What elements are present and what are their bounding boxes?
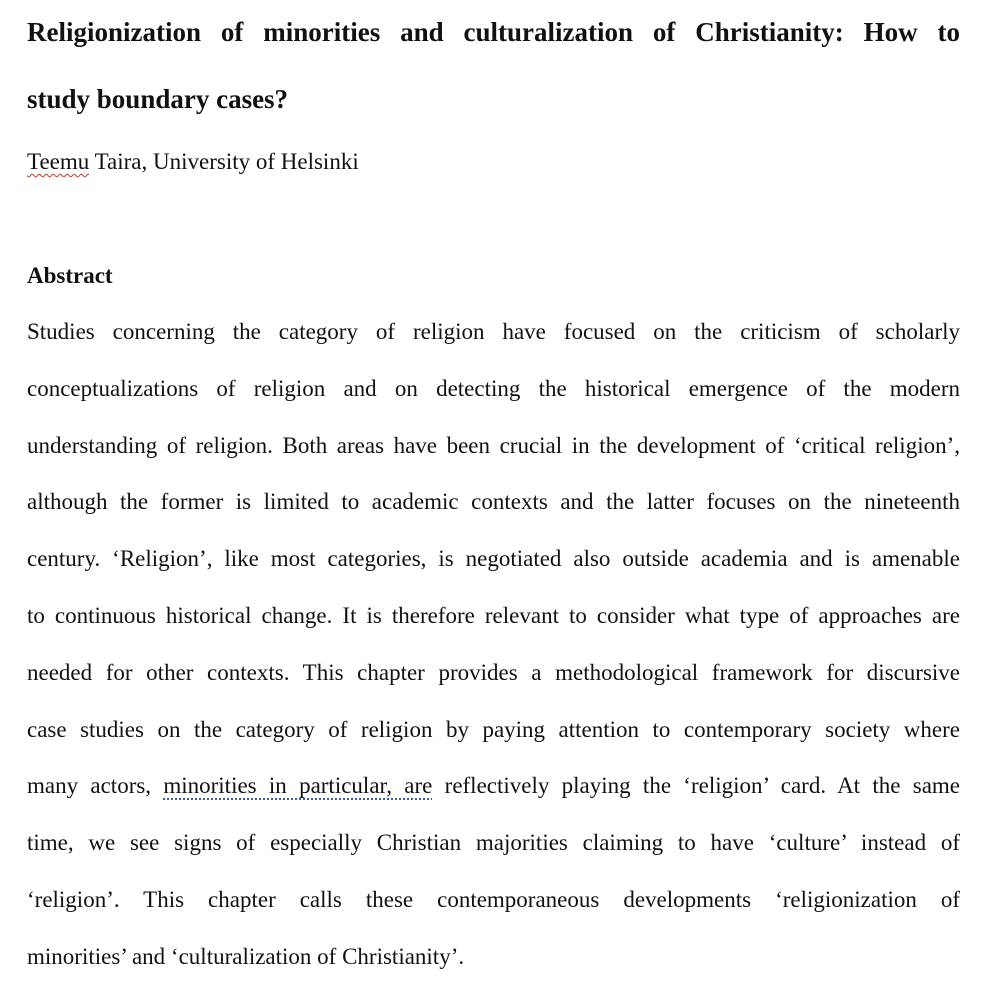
line-segment: many actors,	[27, 773, 164, 799]
abstract-line: century. ‘Religion’, like most categories, is negotiated also outside academia and is amenable	[27, 546, 960, 572]
abstract-line: conceptualizations of religion and on detecting the historical emergence of the modern	[27, 375, 960, 401]
abstract-heading: Abstract	[27, 263, 113, 288]
document-title-line-1: Religionization of minorities and culturalization of Christianity: How to	[27, 17, 960, 47]
abstract-line-with-grammar-mark	[27, 768, 960, 825]
author-name-spellcheck[interactable]: Teemu	[27, 149, 90, 174]
abstract-body	[27, 314, 960, 996]
abstract-line: understanding of religion. Both areas have been crucial in the development of ‘critical religion’,	[27, 432, 960, 458]
author-affiliation: Taira, University of Helsinki	[89, 149, 359, 174]
abstract-line: Studies concerning the category of religion have focused on the criticism of scholarly	[27, 319, 960, 344]
abstract-line: ‘religion’. This chapter calls these contemporaneous developments ‘religionization of	[27, 886, 960, 912]
abstract-line: although the former is limited to academic contexts and the latter focuses on the nineteenth	[27, 489, 960, 515]
author-line	[27, 144, 359, 180]
abstract-line: case studies on the category of religion by paying attention to contemporary society where	[27, 716, 960, 742]
document-title-line-2: study boundary cases?	[27, 84, 289, 114]
abstract-line: minorities’ and ‘culturalization of Christianity’.	[27, 943, 465, 969]
line-segment: reflectively playing the ‘religion’ card. At the same	[432, 773, 960, 799]
abstract-line: to continuous historical change. It is therefore relevant to consider what type of approaches are	[27, 602, 960, 628]
abstract-line: time, we see signs of especially Christian majorities claiming to have ‘culture’ instead of	[27, 830, 960, 856]
grammar-check-mark[interactable]: minorities in particular, are	[163, 773, 433, 799]
abstract-line: needed for other contexts. This chapter provides a methodological framework for discursive	[27, 659, 960, 685]
